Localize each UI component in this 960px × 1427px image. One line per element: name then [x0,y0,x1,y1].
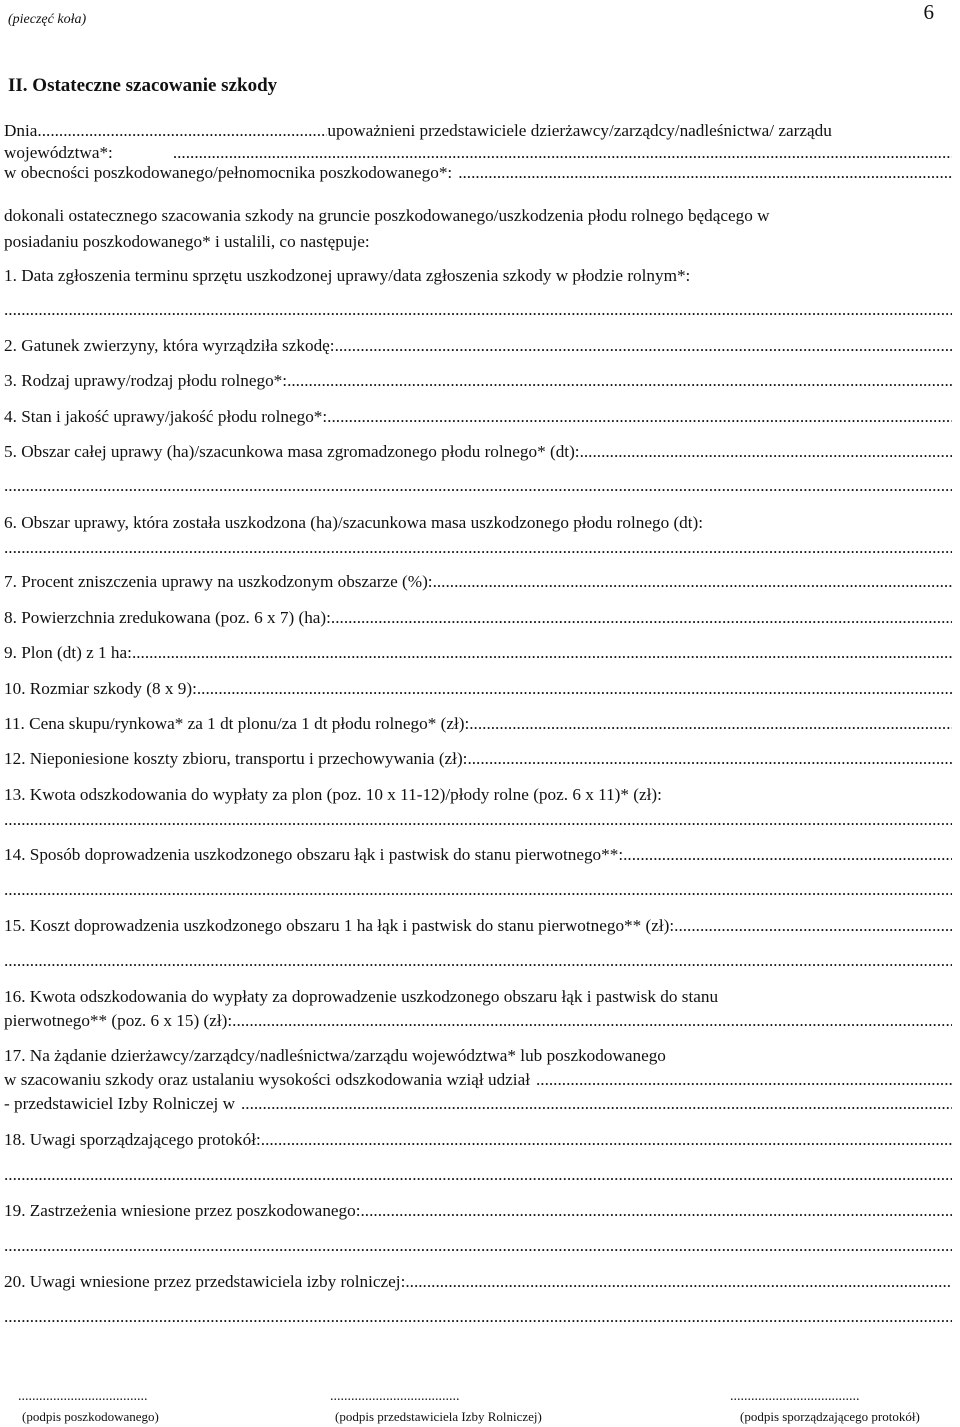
intro-line-performed: dokonali ostatecznego szacowania szkody na gruncie poszkodowanego/uszkodzenia płodu rolnego będącego w [4,206,770,225]
item-11 [4,714,952,734]
item-2-label: 2. Gatunek zwierzyny, która wyrządziła szkodę: [4,336,335,355]
item-17-chamber-label: - przedstawiciel Izby Rolniczej w [4,1094,235,1113]
item-10-field[interactable] [197,679,952,699]
signature-line-chamber[interactable]: ..................................... [330,1389,460,1404]
item-5-label: 5. Obszar całej uprawy (ha)/szacunkowa masa zgromadzonego płodu rolnego* (dt): [4,442,580,461]
item-18-label: 18. Uwagi sporządzającego protokół: [4,1130,261,1149]
intro-line-presence [4,163,952,183]
item-8-field[interactable] [331,608,952,628]
item-17-field[interactable] [536,1070,952,1090]
item-17-label: 17. Na żądanie dzierżawcy/zarządcy/nadleśnictwa/zarządu województwa* lub poszkodowanego [4,1046,666,1065]
item-5-field[interactable] [580,442,952,462]
item-15-field[interactable] [674,916,952,936]
item-8 [4,608,952,628]
intro-voivodeship-label: województwa*: [4,143,113,162]
item-19-label: 19. Zastrzeżenia wniesione przez poszkodowanego: [4,1201,361,1220]
item-12-label: 12. Nieponiesione koszty zbioru, transportu i przechowywania (zł): [4,749,468,768]
item-9-field[interactable] [132,643,952,663]
item-12-field[interactable] [467,749,952,769]
item-3 [4,371,952,391]
item-1-field[interactable] [4,300,952,320]
signature-label-injured: (podpis poszkodowanego) [22,1409,159,1424]
item-5-field-2[interactable] [4,476,952,496]
stamp-placeholder: (pieczęć koła) [8,12,87,27]
item-15-label: 15. Koszt doprowadzenia uszkodzonego obszaru 1 ha łąk i pastwisk do stanu pierwotnego** (zł): [4,916,675,935]
signature-label-chamber: (podpis przedstawiciela Izby Rolniczej) [335,1409,542,1424]
item-6-label: 6. Obszar uprawy, która została uszkodzona (ha)/szacunkowa masa uszkodzonego płodu rolnego (dt): [4,513,704,532]
item-19 [4,1201,952,1221]
intro-date-label: Dnia [4,121,38,140]
item-19-field[interactable] [361,1201,953,1221]
item-20-field-2[interactable] [4,1307,952,1327]
item-12 [4,749,952,769]
item-11-label: 11. Cena skupu/rynkowa* za 1 dt plonu/za 1 dt płodu rolnego* (zł): [4,714,470,733]
item-18-field-2[interactable] [4,1165,952,1185]
voivodeship-field-dots[interactable] [173,143,952,163]
date-field-dots[interactable] [37,121,327,141]
item-3-field[interactable] [287,371,952,391]
item-6-field[interactable] [4,538,952,558]
item-9-label: 9. Plon (dt) z 1 ha: [4,643,132,662]
item-20-label: 20. Uwagi wniesione przez przedstawiciela izby rolniczej: [4,1272,406,1291]
presence-field-dots[interactable] [458,163,952,183]
item-18 [4,1130,952,1150]
item-8-label: 8. Powierzchnia zredukowana (poz. 6 x 7) (ha): [4,608,331,627]
item-14-field-2[interactable] [4,880,952,900]
item-13-label: 13. Kwota odszkodowania do wypłaty za plon (poz. 10 x 11-12)/płody rolne (poz. 6 x 11)* (zł): [4,785,662,804]
item-9 [4,643,952,663]
item-16-label-2: pierwotnego** (poz. 6 x 15) (zł): [4,1011,233,1030]
signature-line-injured[interactable]: ..................................... [18,1389,148,1404]
item-2 [4,336,952,356]
item-1-label: 1. Data zgłoszenia terminu sprzętu uszkodzonej uprawy/data zgłoszenia szkody w płodzie rolnym*: [4,266,691,285]
item-14-label: 14. Sposób doprowadzenia uszkodzonego obszaru łąk i pastwisk do stanu pierwotnego**: [4,845,624,864]
item-13-field[interactable] [4,810,952,830]
signature-line-author[interactable]: ..................................... [730,1389,860,1404]
item-4 [4,407,952,427]
item-15 [4,916,952,936]
item-17-chamber [4,1094,952,1114]
item-7-label: 7. Procent zniszczenia uprawy na uszkodzonym obszarze (%): [4,572,433,591]
item-11-field[interactable] [469,714,952,734]
item-20-field[interactable] [405,1272,952,1292]
signature-label-author: (podpis sporządzającego protokół) [740,1409,920,1424]
item-5 [4,442,952,462]
item-3-label: 3. Rodzaj uprawy/rodzaj płodu rolnego*: [4,371,288,390]
item-2-field[interactable] [335,336,952,356]
section-title: II. Ostateczne szacowanie szkody [8,75,278,96]
item-16-label: 16. Kwota odszkodowania do wypłaty za doprowadzenie uszkodzonego obszaru łąk i pastwisk do stanu [4,987,719,1006]
item-4-field[interactable] [327,407,952,427]
item-4-label: 4. Stan i jakość uprawy/jakość płodu rolnego*: [4,407,328,426]
item-14 [4,845,952,865]
item-16-field[interactable] [232,1011,952,1031]
item-18-field[interactable] [261,1130,952,1150]
item-17-chamber-field[interactable] [241,1094,952,1114]
item-15-field-2[interactable] [4,951,952,971]
item-19-field-2[interactable] [4,1236,952,1256]
intro-line-date [4,121,952,141]
item-7 [4,572,952,592]
intro-line-possession: posiadaniu poszkodowanego* i ustalili, co następuje: [4,232,370,251]
page-number: 6 [923,0,934,24]
item-10-label: 10. Rozmiar szkody (8 x 9): [4,679,197,698]
item-17-participant [4,1070,952,1090]
item-20 [4,1272,952,1292]
item-10 [4,679,952,699]
item-16 [4,1011,952,1031]
item-17-participant-label: w szacowaniu szkody oraz ustalaniu wysokości odszkodowania wziął udział [4,1070,530,1089]
item-14-field[interactable] [623,845,952,865]
item-7-field[interactable] [433,572,952,592]
intro-line-voivodeship [4,143,952,163]
intro-representatives: upoważnieni przedstawiciele dzierżawcy/zarządcy/nadleśnictwa/ zarządu [327,121,832,140]
intro-presence-label: w obecności poszkodowanego/pełnomocnika poszkodowanego*: [4,163,453,182]
